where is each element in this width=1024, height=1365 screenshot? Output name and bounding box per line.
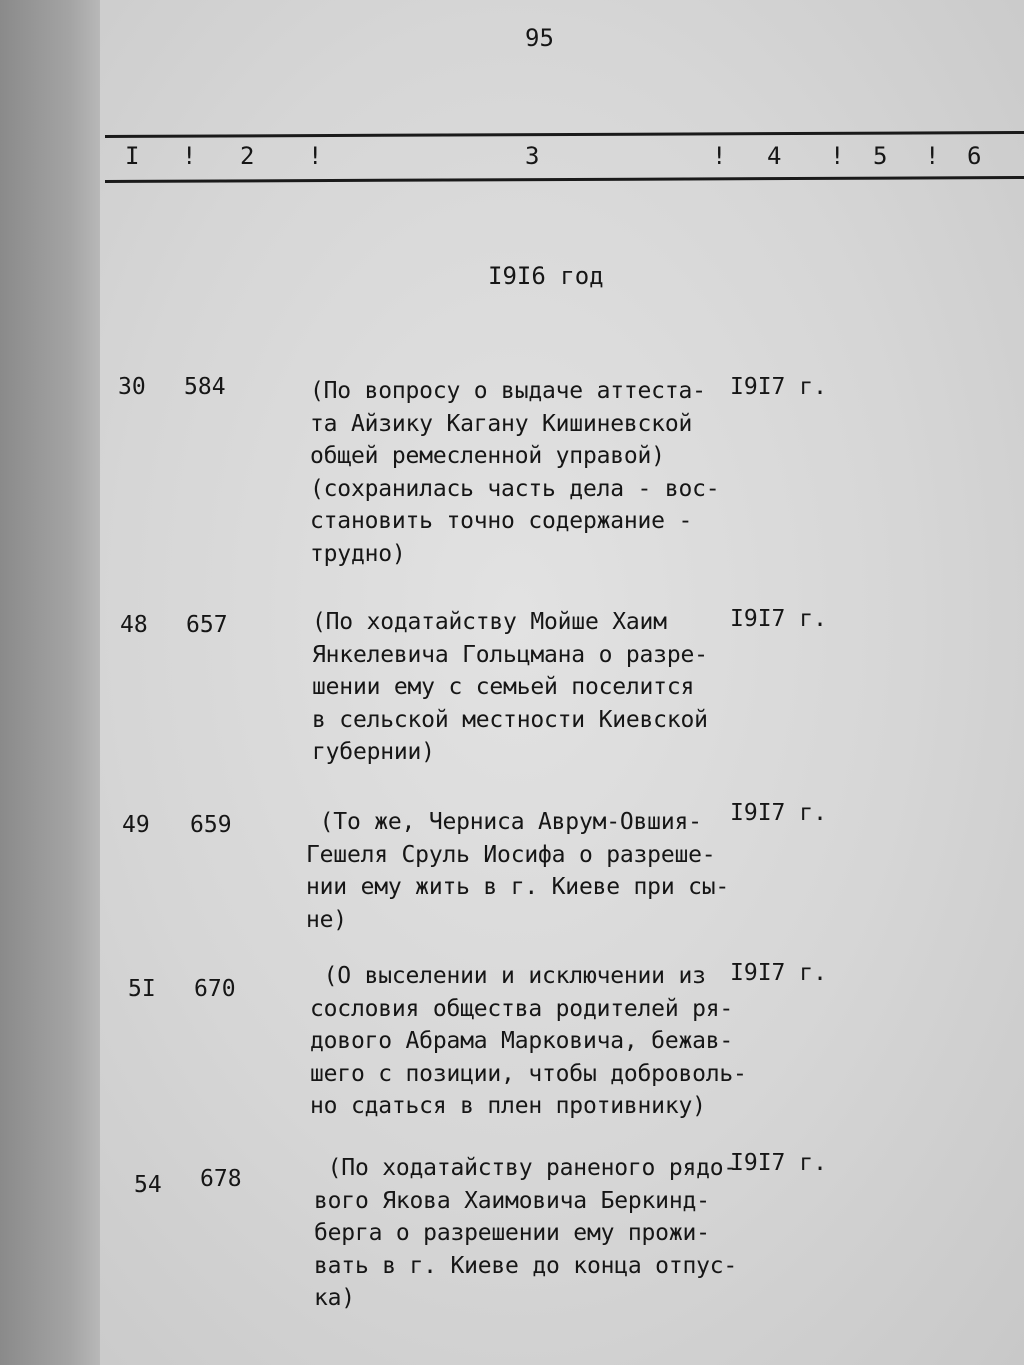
column-header-label: 6: [967, 142, 982, 170]
column-header-label: 2: [240, 142, 255, 170]
page-number: 95: [525, 24, 554, 52]
adjacent-page-edge: [0, 0, 100, 1365]
entry-number: 49: [122, 812, 150, 838]
column-header-label: I: [125, 142, 140, 170]
column-separator: !: [925, 142, 940, 170]
entry-code: 659: [190, 812, 232, 838]
entry-number: 54: [134, 1172, 162, 1198]
entry-year: I9I7 г.: [730, 1150, 827, 1176]
entry-number: 48: [120, 612, 148, 638]
entry-description: (По ходатайству Мойше Хаим Янкелевича Гольцмана о разре- шении ему с семьей поселится в сельской местности Киевской губернии): [312, 609, 708, 766]
entry-description: (О выселении и исключении из сословия общества родителей ря- дового Абрама Марковича, бежав- шего с позиции, чтобы доброволь- но сдаться в плен противнику): [310, 963, 747, 1120]
entry-description: (По вопросу о выдаче аттеста- та Айзику Кагану Кишиневской общей ремесленной управой) (сохранилась часть дела - вос- становить точно содержание - трудно): [310, 378, 720, 567]
entry-description: (По ходатайству раненого рядо- вого Якова Хаимовича Беркинд- берга о разрешении ему прожи- вать в г. Киеве до конца отпус- ка): [314, 1155, 738, 1312]
entry-number: 30: [118, 374, 146, 400]
column-separator: !: [308, 142, 323, 170]
entry-description: (То же, Черниса Аврум-Овшия- Гешеля Сруль Иосифа о разреше- нии ему жить в г. Киеве при сы- не): [306, 809, 730, 933]
entry-year: I9I7 г.: [730, 960, 827, 986]
entry-code: 678: [200, 1166, 242, 1192]
column-header-label: 4: [767, 142, 782, 170]
column-header-label: 5: [873, 142, 888, 170]
section-title: I9I6 год: [488, 262, 604, 290]
entry-year: I9I7 г.: [730, 800, 827, 826]
column-separator: !: [182, 142, 197, 170]
column-separator: !: [830, 142, 845, 170]
column-separator: !: [712, 142, 727, 170]
entry-year: I9I7 г.: [730, 606, 827, 632]
entry-code: 657: [186, 612, 228, 638]
column-header-label: 3: [525, 142, 540, 170]
entry-code: 670: [194, 976, 236, 1002]
entry-number: 5I: [128, 976, 156, 1002]
entry-code: 584: [184, 374, 226, 400]
entry-year: I9I7 г.: [730, 374, 827, 400]
